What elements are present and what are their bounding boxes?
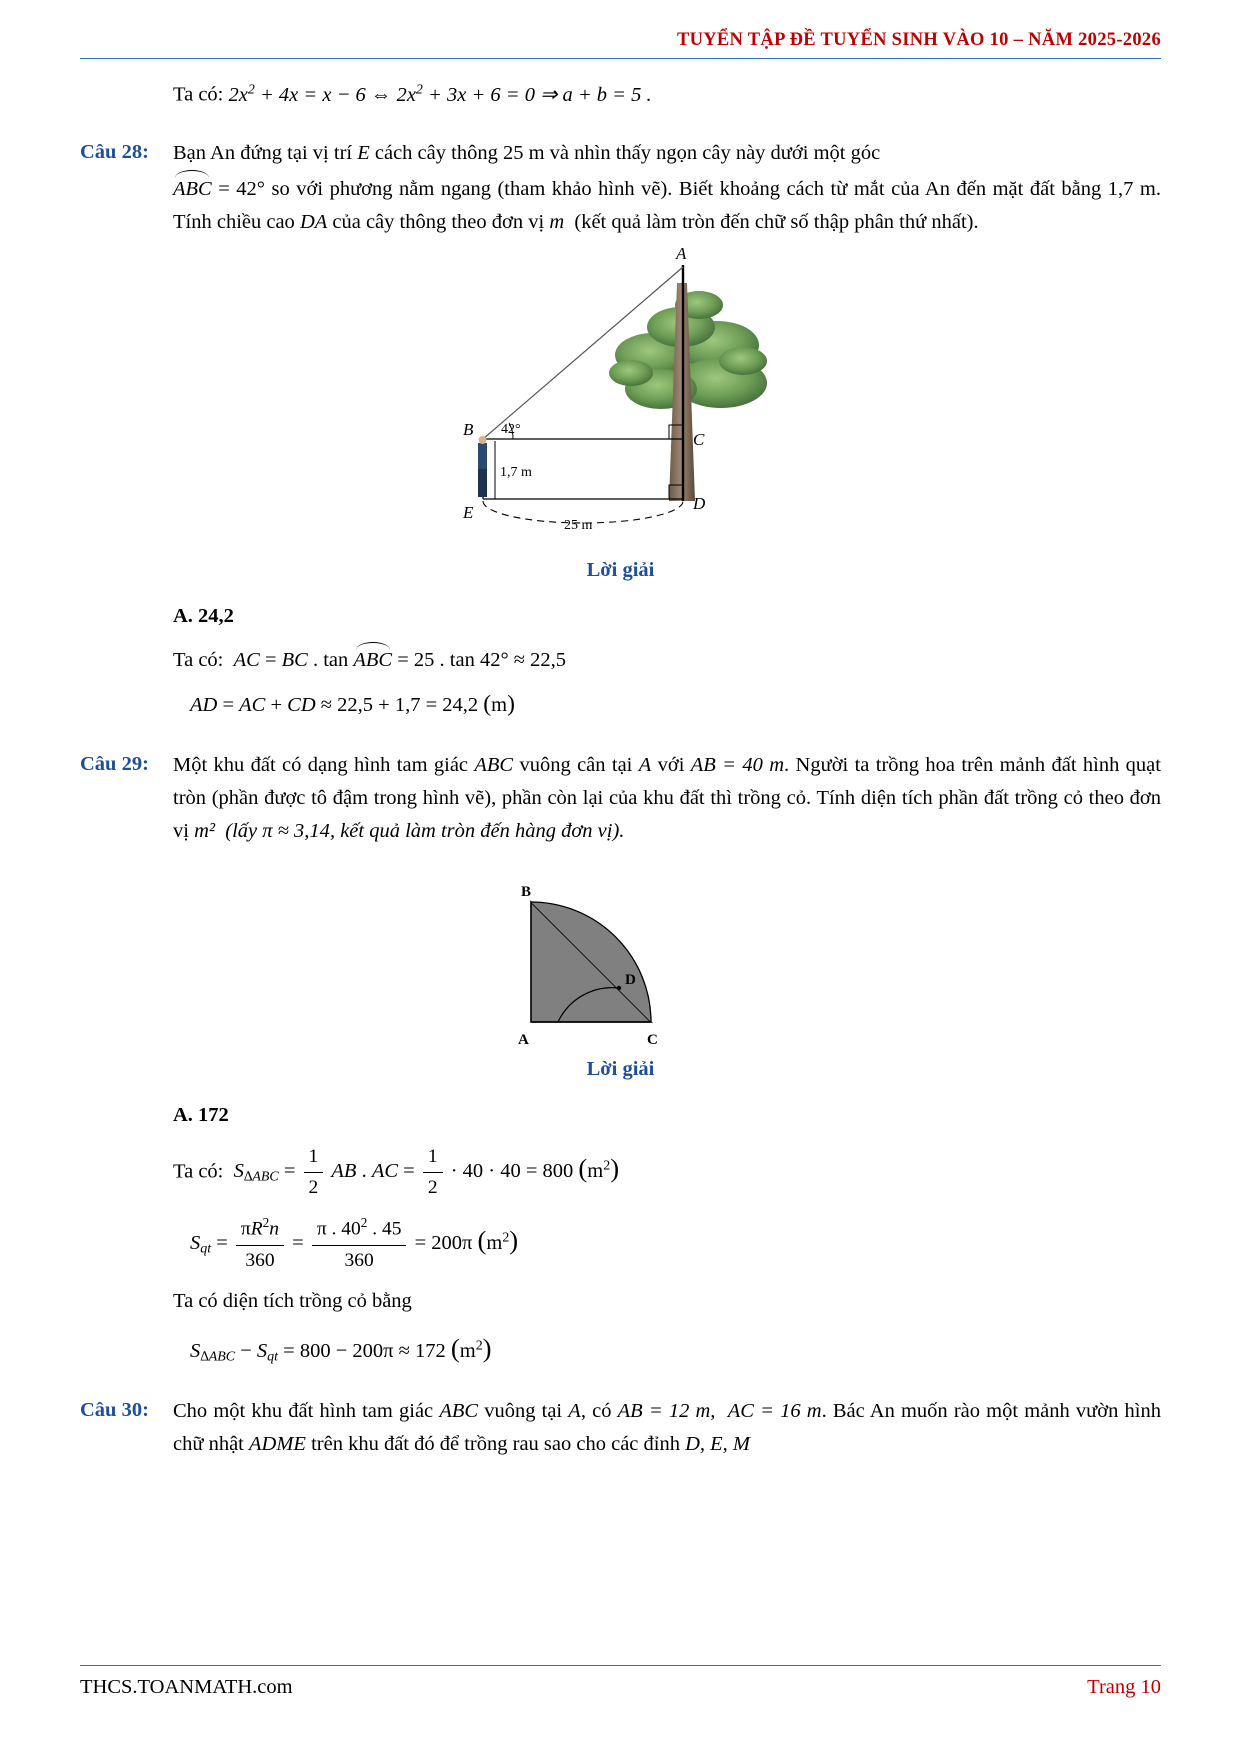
fig29-label-a: A: [517, 1032, 529, 1049]
q30-vertex: A: [568, 1400, 581, 1423]
q29-triangle: ABC: [474, 753, 514, 776]
point-d: [616, 986, 620, 990]
q29-text-4: . Người ta trồng hoa trên mảnh đất hình quạt tròn (phần được tô đậm trong hình vẽ), phần còn lại của khu đất thì trồng cỏ. Tính diện tích phần đất trồng cỏ theo đơn vị: [173, 753, 1161, 843]
figure-label-c: C: [692, 430, 704, 450]
question-29: [80, 749, 1161, 849]
q28-eq1-prefix: Ta có:: [173, 648, 224, 671]
q29-pi-note: π ≈ 3,14: [262, 820, 330, 843]
q30-text-3: , có: [580, 1400, 618, 1423]
q29-text-3: với: [651, 753, 691, 776]
page-header: [80, 0, 1161, 59]
person-head-icon: [478, 436, 486, 444]
question-28-body: [173, 137, 1161, 239]
fig29-label-d: D: [624, 972, 636, 989]
top-equation-prefix: Ta có:: [173, 83, 224, 106]
tree-angle-diagram: [421, 243, 821, 553]
q28-angle-name: ABC: [173, 171, 212, 206]
question-30: [80, 1395, 1161, 1461]
q30-rect: ADME: [249, 1433, 306, 1456]
q29-vertex: A: [638, 753, 652, 776]
top-equation-line: [173, 79, 1161, 111]
q29-eq3-math: $S_{\Delta ABC} - S_{qt} = 800 - 200\pi \approx 172$ $(m^2)$: [190, 1332, 492, 1365]
figure-label-d: D: [692, 494, 705, 514]
figure-label-a: A: [675, 244, 686, 264]
q29-solution-heading: Lời giải: [586, 1058, 655, 1081]
q28-answer: A. 24,2: [173, 604, 234, 627]
q30-text-4: . Bác An muốn rào một mảnh vườn hình chữ nhật: [173, 1400, 1161, 1456]
q28-text-6: của cây thông theo đơn vị: [327, 210, 550, 233]
top-equation-math: $2x^2 + 4x = x - 6$ ⇔ $2x^2 + 3x + 6 = 0$ ⇒ a + b = 5 .: [228, 82, 652, 106]
document-content: [80, 79, 1161, 1461]
q29-text-1: Một khu đất có dạng hình tam giác: [173, 753, 475, 776]
q29-eq1-prefix: Ta có:: [173, 1160, 224, 1183]
question-28-figure: [80, 243, 1161, 553]
q29-equation-3: [190, 1328, 1161, 1369]
question-28-label: Câu 28:: [80, 141, 149, 164]
fig29-label-b: B: [520, 884, 531, 901]
q29-eq2-math: $S_{qt}$ = $\frac{\pi R^2n}{360}$ = $\frac{\pi . 40^2 . 45}{360}$ = 200π $(m^2)$: [190, 1215, 519, 1271]
q28-solution-heading: Lời giải: [586, 559, 655, 582]
q28-text-5: . Tính chiều cao: [173, 177, 1162, 233]
q30-triangle: ABC: [439, 1400, 479, 1423]
question-29-figure: [80, 852, 1161, 1052]
page-footer: [80, 1665, 1161, 1699]
q30-vertices: D, E, M: [685, 1433, 750, 1456]
footer-page-number: Trang 10: [1087, 1676, 1161, 1698]
footer-divider: [80, 1665, 1161, 1666]
q30-text-1: Cho một khu đất hình tam giác: [173, 1400, 440, 1423]
q29-eq1-math: $S_{\Delta ABC}$ = $\frac{1}{2}$ AB . AC = $\frac{1}{2}$ · 40 · 40 = 800 $(m^2)$: [228, 1160, 619, 1182]
footer-site: THCS.TOANMATH.com: [80, 1676, 293, 1698]
q28-eq2-math: AD = AC + CD ≈ 22,5 + 1,7 = 24,2 (m): [190, 691, 515, 718]
q28-eq1-math: AC = BC . tan ABC = 25 . tan 42° ≈ 22,5: [228, 649, 566, 671]
quarter-circle-diagram: [501, 852, 741, 1052]
q28-text-2: cách cây thông: [369, 142, 503, 165]
q28-var-e: E: [357, 142, 370, 165]
q29-answer: A. 172: [173, 1104, 229, 1127]
q29-area-note: Ta có diện tích trồng cỏ bằng: [173, 1289, 412, 1312]
figure-angle-value: 42°: [500, 422, 521, 438]
person-icon: [478, 443, 487, 469]
fig29-label-c: C: [646, 1032, 658, 1049]
figure-label-e: E: [462, 503, 473, 523]
q28-equation-2: [190, 686, 1161, 723]
q29-text-6: , kết quả làm tròn đến hàng đơn vị).: [329, 820, 625, 843]
q30-ac: AC = 16 m: [727, 1400, 822, 1423]
q30-text-2: vuông tại: [478, 1400, 569, 1423]
header-divider: [80, 58, 1161, 59]
q28-distance: 25 m: [502, 142, 545, 165]
q30-text-5: trên khu đất đó để trồng rau sao cho các đỉnh: [305, 1433, 686, 1456]
person-legs-icon: [478, 469, 487, 497]
question-30-label: Câu 30:: [80, 1399, 149, 1422]
q28-text-4: so với phương nằm ngang (tham khảo hình vẽ). Biết khoảng cách từ mắt của An đến mặt đất bằng: [265, 177, 1108, 200]
q29-text-5: (lấy: [220, 820, 263, 843]
figure-label-b: B: [462, 420, 473, 440]
question-29-label: Câu 29:: [80, 752, 149, 775]
figure-base-length: 25 m: [563, 518, 592, 534]
q28-text-1: Bạn An đứng tại vị trí: [173, 142, 358, 165]
header-title: TUYỂN TẬP ĐỀ TUYỂN SINH VÀO 10 – NĂM 2025-2026: [676, 30, 1161, 50]
q28-eye-height: 1,7 m: [1107, 177, 1156, 200]
question-30-body: [173, 1395, 1161, 1461]
q29-text-2: vuông cân tại: [513, 753, 639, 776]
q29-unit: m²: [194, 820, 216, 843]
question-29-body: [173, 749, 1161, 849]
q29-ab: AB = 40 m: [690, 753, 785, 776]
q28-text-7: (kết quả làm tròn đến chữ số thập phân thứ nhất).: [569, 210, 979, 233]
q28-equation-1: [173, 643, 1161, 677]
q29-equation-2: [190, 1213, 1161, 1276]
q29-equation-1: [173, 1142, 1161, 1203]
figure-eye-height: 1,7 m: [499, 465, 532, 481]
q28-text-3: và nhìn thấy ngọn cây này dưới một góc: [544, 142, 881, 165]
q30-ab: AB = 12 m,: [617, 1400, 716, 1423]
q28-angle-value: = 42°: [218, 177, 266, 200]
question-28: [80, 137, 1161, 239]
q28-seg-da: DA: [299, 210, 328, 233]
q28-unit: m: [549, 210, 565, 233]
